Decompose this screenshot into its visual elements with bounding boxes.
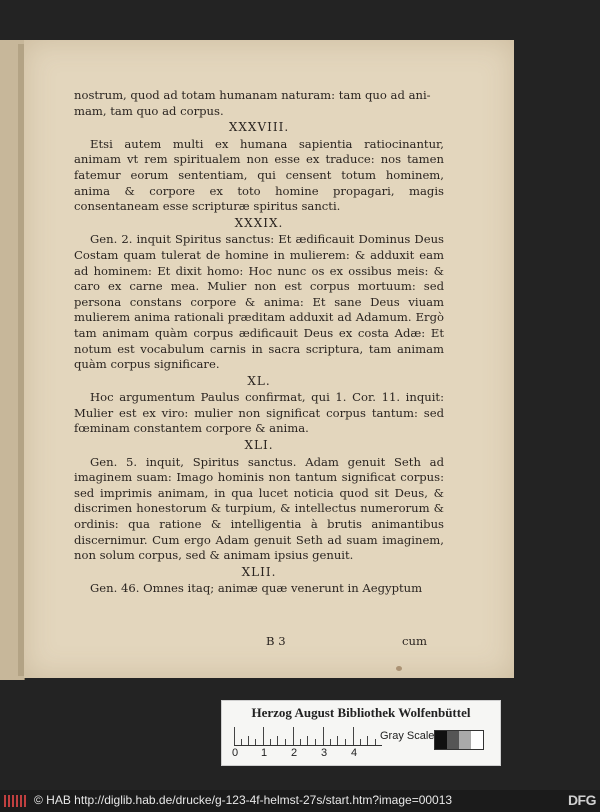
gray-scale-label: Gray Scale — [380, 730, 435, 742]
section-number: XL. — [247, 373, 271, 388]
book-page — [24, 40, 514, 678]
ruler-label: 4 — [351, 747, 358, 759]
page-text — [74, 88, 444, 597]
section-number: XXXIX. — [234, 215, 284, 230]
card-title: Herzog August Bibliothek Wolfenbüttel — [251, 705, 471, 720]
paragraph: Gen. 2. inquit Spiritus sanctus: Et ædificauit Dominus Deus Costam quam tulerat de homine in mulierem: & adduxit eam ad hominem: Et dixit homo: Hoc nunc os ex ossibus meis: & caro ex carne mea. Mulier non est corpus mortuum: sed persona constans corpore & anima: Et sane Deus viuam mulierem anima rationali præditam adduxit ad Adamum. Ergò tam animam quàm corpus ædificauit Deus ex costa Adæ: Et notum est vocabulum carnis in sacra scriptura, tam animam quàm corpus significare. — [74, 232, 444, 372]
ruler-label: 1 — [261, 747, 268, 759]
paragraph: Etsi autem multi ex humana sapientia ratiocinantur, animam vt rem spiritualem non esse ex traduce: nos tamen fatemur eorum sententiam, qui censent totum hominem, anima & corpore ex toto homine propagari, magis consentaneam esse scripturæ spiritus sancti. — [74, 136, 444, 214]
footer-bar — [0, 790, 600, 812]
gray-scale-swatches — [434, 730, 484, 750]
credit-link[interactable]: © HAB http://diglib.hab.de/drucke/g-123-4f-helmst-27s/start.htm?image=00013 — [34, 793, 453, 807]
text-line: mam, tam quo ad corpus. — [74, 103, 224, 118]
color-reference-card — [221, 700, 501, 766]
hab-logo-icon — [4, 795, 26, 807]
section-number: XLI. — [244, 438, 274, 453]
swatch — [471, 731, 483, 749]
ruler-label: 0 — [232, 747, 239, 759]
scale-ruler — [234, 727, 382, 746]
text-line: nostrum, quod ad totam humanam naturam: tam quo ad ani- — [74, 88, 431, 102]
catchword: cum — [402, 634, 427, 648]
swatch — [459, 731, 471, 749]
ink-blot — [396, 666, 402, 671]
ruler-label: 2 — [291, 747, 298, 759]
ruler-label: 3 — [321, 747, 328, 759]
section-number: XLII. — [241, 564, 277, 579]
section-number: XXXVIII. — [228, 120, 290, 135]
signature-mark: B 3 — [266, 634, 286, 648]
dfg-logo: DFG — [567, 792, 596, 808]
paragraph: Hoc argumentum Paulus confirmat, qui 1. Cor. 11. inquit: Mulier est ex viro: mulier non significat corpus tantum: sed fœminam constantem corpore & anima. — [74, 390, 444, 436]
swatch — [435, 731, 447, 749]
paragraph: Gen. 5. inquit, Spiritus sanctus. Adam genuit Seth ad imaginem suam: Imago hominis non tantum significat corpus: sed imprimis animam, in qua lucet noticia quod sit Deus, & discrimen honestorum & turpium, & intellectus numerorum & ordinis: qua ratione & intelligentia à brutis animantibus discernimur. Cum ergo Adam genuit Seth ad suam imaginem, non solum corpus, sed & animam ipsius genuit. — [74, 454, 444, 563]
paragraph: Gen. 46. Omnes itaq; animæ quæ venerunt in Aegyptum — [90, 581, 423, 596]
swatch — [447, 731, 459, 749]
